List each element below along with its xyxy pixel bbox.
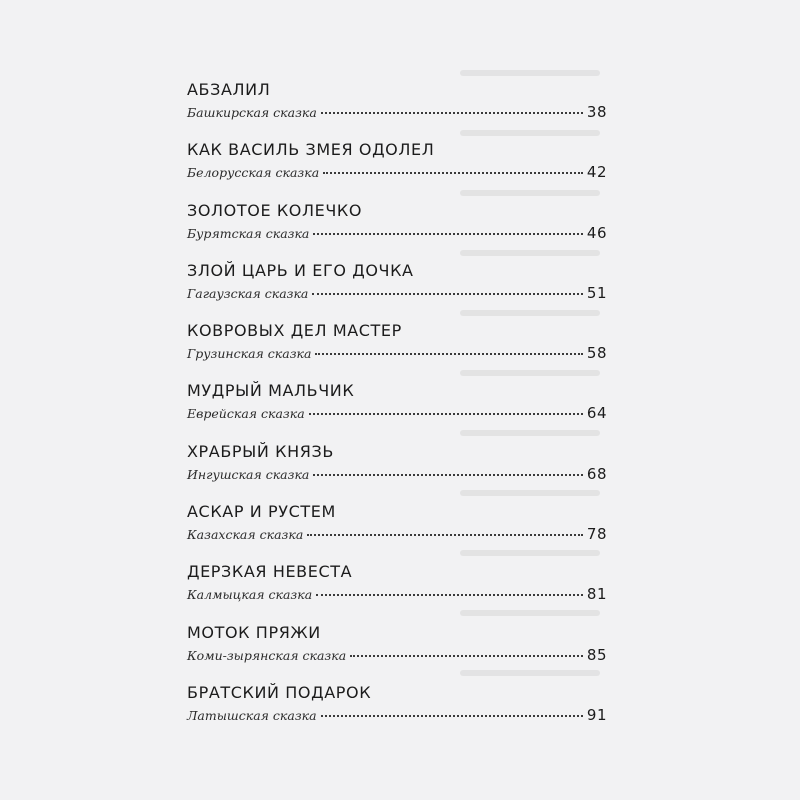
entry-title: ЗОЛОТОЕ КОЛЕЧКО [187, 200, 363, 220]
entry-page-number: 58 [586, 344, 607, 363]
toc-entry[interactable] [187, 381, 607, 441]
entry-line [187, 525, 607, 544]
dot-leader [316, 594, 583, 596]
entry-title: ДЕРЗКАЯ НЕВЕСТА [187, 562, 353, 582]
entry-page-number: 38 [586, 103, 607, 121]
entry-subtitle: Калмыцкая сказка [187, 587, 313, 603]
toc-entry[interactable] [187, 140, 607, 200]
entry-subtitle: Грузинская сказка [187, 346, 312, 362]
toc-entry[interactable] [187, 502, 607, 562]
entry-subtitle: Ингушская сказка [187, 466, 310, 482]
entry-line [187, 103, 607, 122]
dot-leader [309, 413, 583, 415]
toc-entry[interactable] [187, 683, 607, 743]
entry-title: АСКАР И РУСТЕМ [187, 502, 336, 522]
entry-line [187, 465, 607, 484]
entry-title: МУДРЫЙ МАЛЬЧИК [187, 381, 355, 401]
entry-title: БРАТСКИЙ ПОДАРОК [187, 682, 372, 702]
entry-subtitle: Белорусская сказка [187, 165, 320, 181]
dot-leader [312, 293, 583, 295]
entry-line [187, 585, 607, 604]
toc-entry[interactable] [187, 80, 607, 140]
entry-line [187, 163, 607, 182]
dot-leader [307, 534, 583, 536]
toc-entry[interactable] [187, 321, 607, 381]
dot-leader [321, 715, 583, 717]
dot-leader [315, 353, 582, 355]
entry-subtitle: Бурятская сказка [187, 225, 310, 241]
entry-subtitle: Казахская сказка [187, 527, 304, 543]
entry-subtitle: Коми-зырянская сказка [187, 647, 347, 663]
entry-title: АБЗАЛИЛ [187, 80, 271, 99]
entry-page-number: 91 [586, 705, 607, 724]
entry-page-number: 64 [586, 404, 607, 423]
toc-entry[interactable] [187, 562, 607, 622]
toc-entry[interactable] [187, 261, 607, 321]
entry-line [187, 404, 607, 423]
entry-page-number: 42 [586, 163, 607, 182]
entry-title: ХРАБРЫЙ КНЯЗЬ [187, 441, 334, 461]
dot-leader [313, 233, 583, 235]
entry-subtitle: Латышская сказка [187, 707, 317, 723]
entry-line [187, 224, 607, 243]
dot-leader [321, 112, 583, 114]
entry-page-number: 51 [586, 283, 607, 302]
dot-leader [323, 172, 583, 174]
toc-entry[interactable] [187, 442, 607, 502]
entry-subtitle: Гагаузская сказка [187, 285, 309, 301]
dot-leader [350, 655, 583, 657]
entry-subtitle: Башкирская сказка [187, 105, 317, 120]
entry-title: МОТОК ПРЯЖИ [187, 622, 321, 642]
entry-line [187, 646, 607, 665]
entry-subtitle: Еврейская сказка [187, 406, 305, 422]
entry-page-number: 46 [586, 223, 607, 242]
entry-line [187, 706, 607, 725]
toc-entry[interactable] [187, 623, 607, 683]
entry-page-number: 85 [586, 645, 607, 664]
entry-page-number: 78 [586, 525, 607, 544]
toc-entry[interactable] [187, 201, 607, 261]
entry-line [187, 344, 607, 363]
entry-title: ЗЛОЙ ЦАРЬ И ЕГО ДОЧКА [187, 260, 414, 280]
entry-page-number: 81 [586, 585, 607, 604]
entry-page-number: 68 [586, 464, 607, 483]
entry-title: КАК ВАСИЛЬ ЗМЕЯ ОДОЛЕЛ [187, 140, 435, 160]
entry-line [187, 284, 607, 303]
dot-leader [313, 474, 583, 476]
entry-title: КОВРОВЫХ ДЕЛ МАСТЕР [187, 321, 402, 341]
table-of-contents [187, 80, 607, 743]
